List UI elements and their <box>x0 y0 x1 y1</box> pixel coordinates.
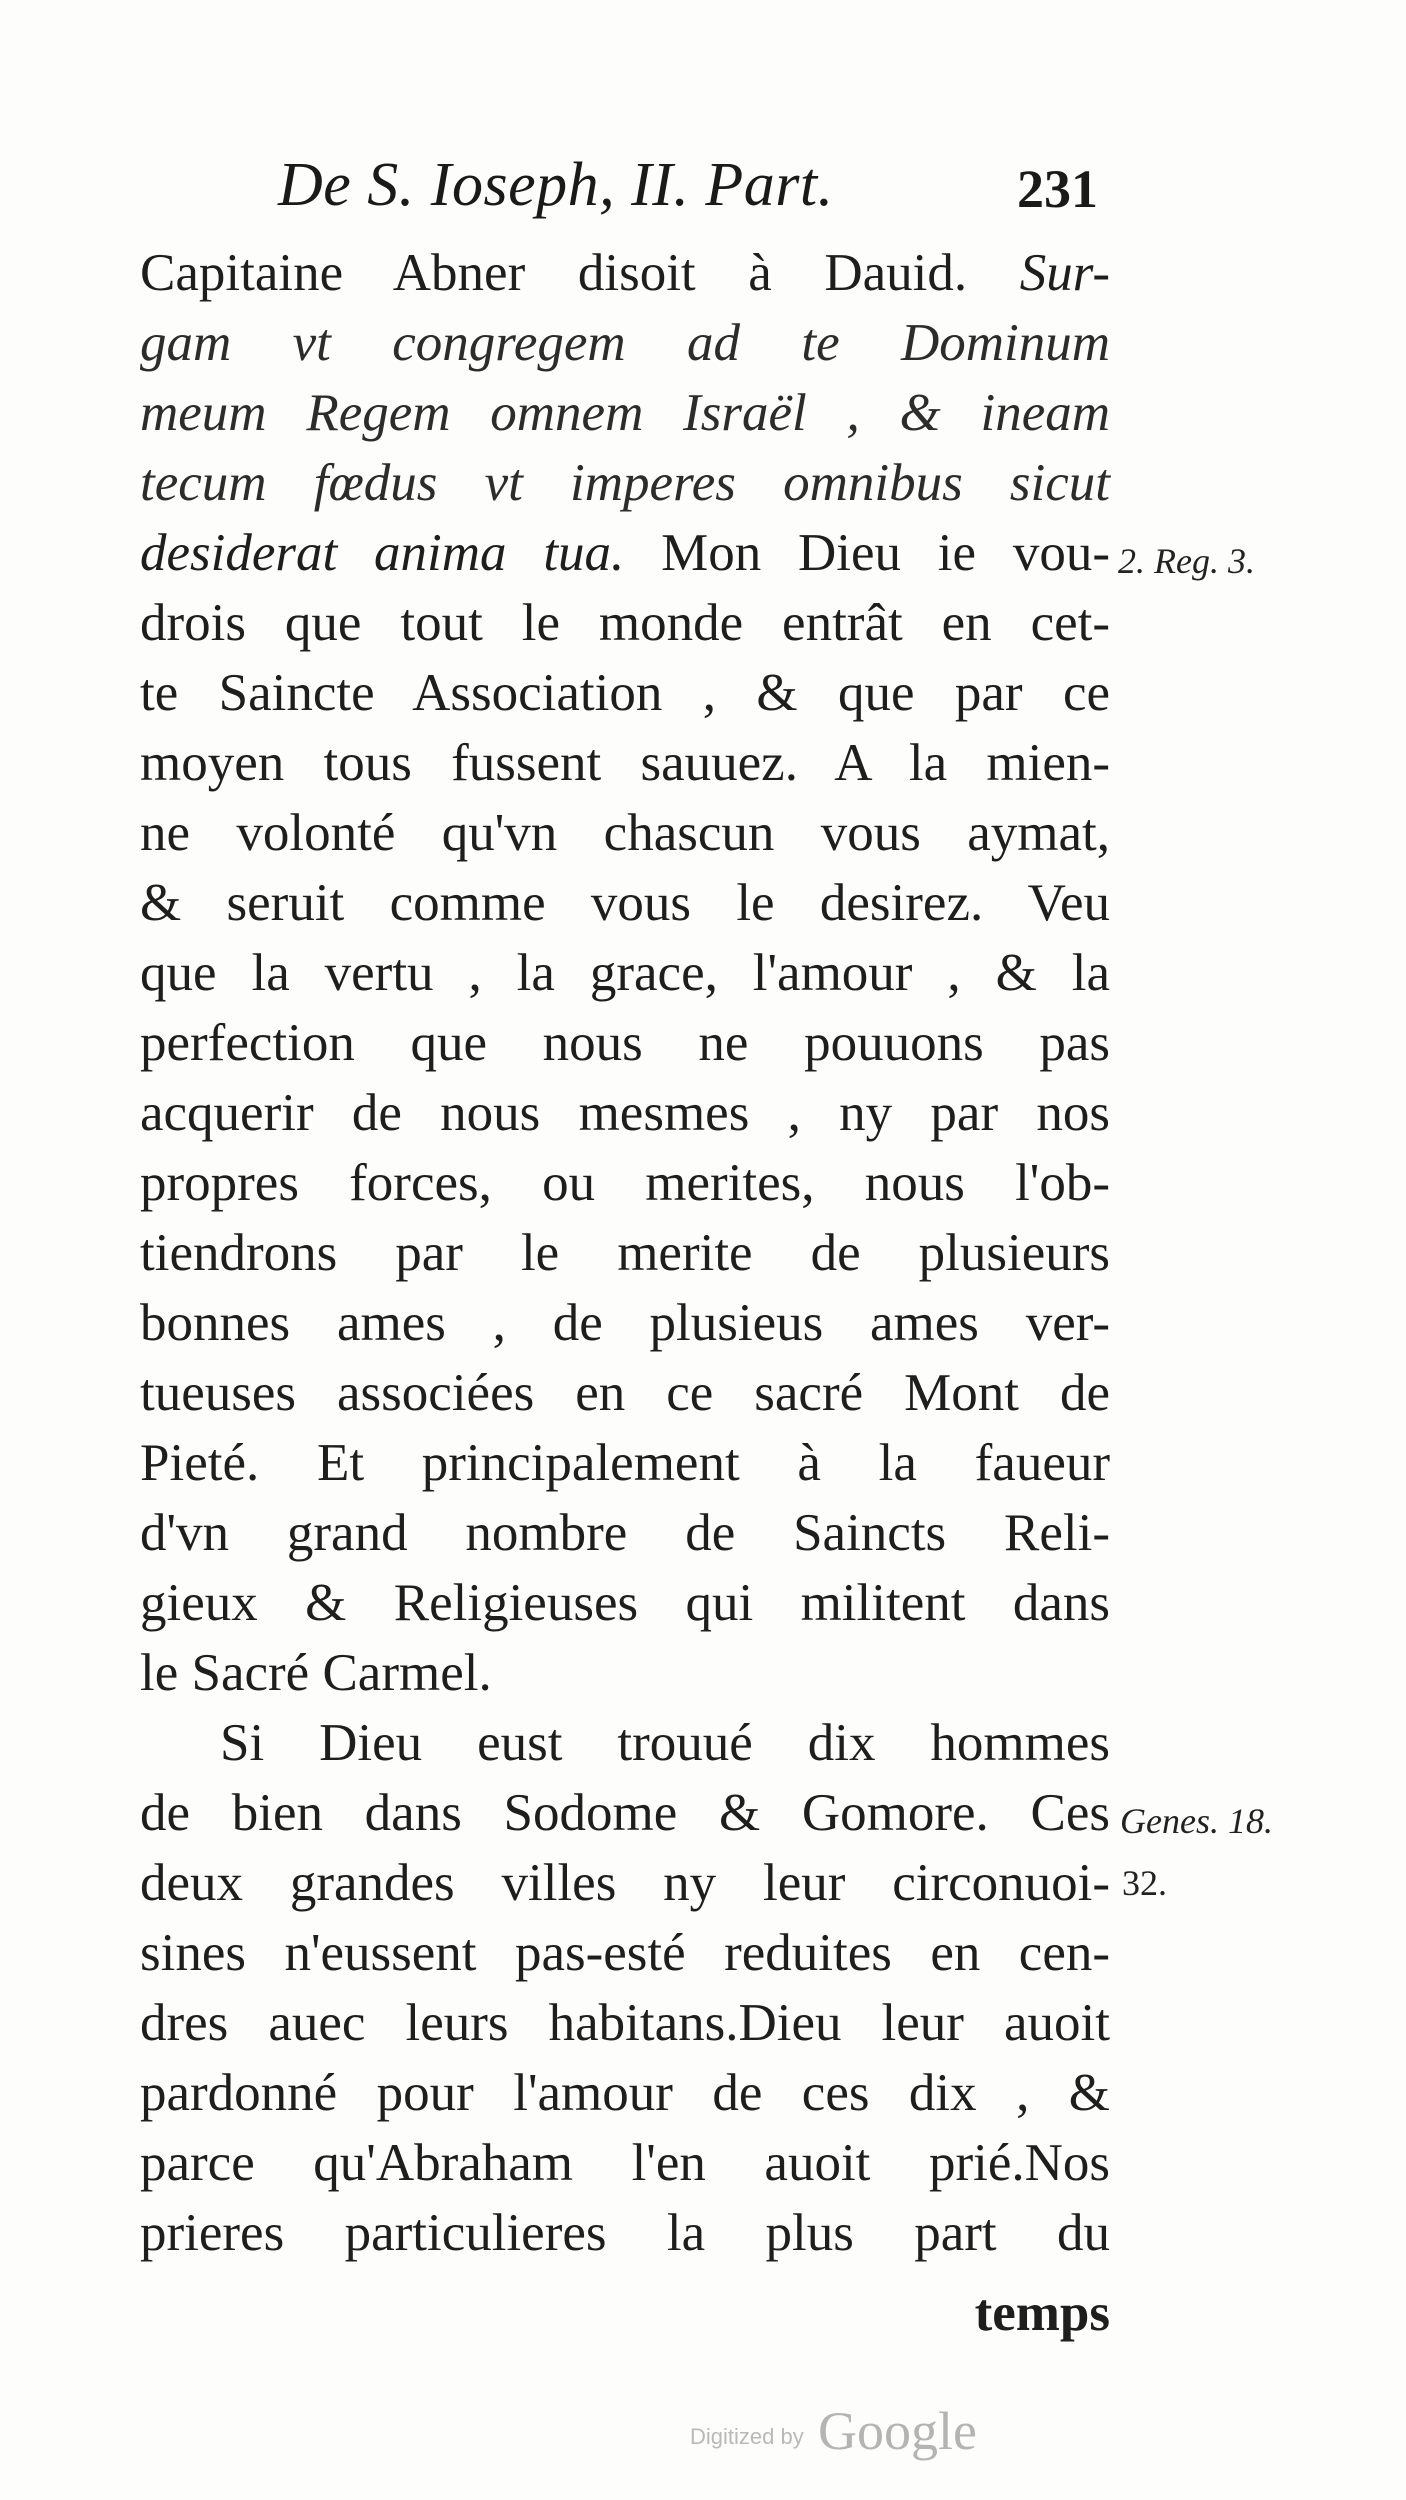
text-line <box>140 2128 1110 2198</box>
text-line <box>140 1148 1110 1218</box>
running-head <box>278 150 1108 230</box>
text-line <box>140 1078 1110 1148</box>
text-roman: Si Dieu eust trouué dix hommes <box>220 1714 1110 1772</box>
text-roman: tiendrons par le merite de plusieurs <box>140 1224 1110 1282</box>
paragraph-first-line <box>220 1708 1110 1778</box>
text-line <box>140 2198 1110 2268</box>
text-roman: acquerir de nous mesmes , ny par nos <box>140 1084 1110 1142</box>
page-number: 231 <box>1017 159 1098 219</box>
latin-quote: meum Regem omnem Israël , & ineam <box>140 384 1110 442</box>
text-roman: de bien dans Sodome & Gomore. Ces <box>140 1784 1110 1842</box>
text-roman: que la vertu , la grace, l'amour , & la <box>140 944 1110 1002</box>
text-line <box>140 378 1110 448</box>
text-roman: Pieté. Et principalement à la faueur <box>140 1434 1110 1492</box>
text-line <box>140 1288 1110 1358</box>
text-roman: d'vn grand nombre de Saincts Reli- <box>140 1504 1110 1562</box>
catchword <box>140 2278 1110 2348</box>
digitized-by-label: Digitized by <box>690 2424 804 2449</box>
text-line <box>140 658 1110 728</box>
margin-note-reg: 2. Reg. 3. <box>1118 541 1255 581</box>
text-italic: Sur- <box>1019 244 1110 302</box>
latin-quote: gam vt congregem ad te Dominum <box>140 314 1110 372</box>
text-roman: propres forces, ou merites, nous l'ob- <box>140 1154 1110 1212</box>
text-roman: & seruit comme vous le desirez. Veu <box>140 874 1110 932</box>
text-line <box>140 1218 1110 1288</box>
text-line <box>140 308 1110 378</box>
latin-quote: desiderat anima tua. <box>140 524 625 582</box>
text-roman: gieux & Religieuses qui militent dans <box>140 1574 1110 1632</box>
text-line <box>140 1918 1110 1988</box>
text-line <box>140 868 1110 938</box>
text-roman: tueuses associées en ce sacré Mont de <box>140 1364 1110 1422</box>
text-line <box>140 938 1110 1008</box>
text-line <box>140 1008 1110 1078</box>
margin-note-genes-verse: 32. <box>1122 1863 1167 1903</box>
text-line <box>140 1568 1110 1638</box>
text-roman: moyen tous fussent sauuez. A la mien- <box>140 734 1110 792</box>
text-line <box>140 2058 1110 2128</box>
text-line <box>140 1848 1110 1918</box>
text-line <box>140 1778 1110 1848</box>
text-roman: te Saincte Association , & que par ce <box>140 664 1110 722</box>
text-line <box>140 518 1110 588</box>
text-line <box>140 1358 1110 1428</box>
catchword-text: temps <box>974 2284 1110 2342</box>
text-line <box>140 798 1110 868</box>
running-title: De S. Ioseph, II. Part. <box>278 151 834 219</box>
text-roman: Mon Dieu ie vou- <box>624 524 1110 582</box>
text-line <box>140 588 1110 658</box>
text-roman: pardonné pour l'amour de ces dix , & <box>140 2064 1110 2122</box>
text-roman: sines n'eussent pas-esté reduites en cen- <box>140 1924 1110 1982</box>
text-line <box>140 448 1110 518</box>
text-line <box>140 1638 1110 1708</box>
text-roman: deux grandes villes ny leur circonuoi- <box>140 1854 1110 1912</box>
text-roman: ne volonté qu'vn chascun vous aymat, <box>140 804 1110 862</box>
text-line <box>140 1428 1110 1498</box>
text-roman: prieres particulieres la plus part du <box>140 2204 1110 2262</box>
text-line <box>140 728 1110 798</box>
text-roman: le Sacré Carmel. <box>140 1644 492 1702</box>
text-line <box>140 1988 1110 2058</box>
text-roman: drois que tout le monde entrât en cet- <box>140 594 1110 652</box>
text-roman: dres auec leurs habitans.Dieu leur auoit <box>140 1994 1110 2052</box>
body-text <box>140 238 1110 2342</box>
text-roman: parce qu'Abraham l'en auoit prié.Nos <box>140 2134 1110 2192</box>
text-roman: bonnes ames , de plusieus ames ver- <box>140 1294 1110 1352</box>
text-roman: Capitaine Abner disoit à Dauid. <box>140 244 1020 302</box>
text-line <box>140 238 1110 308</box>
google-wordmark: Google <box>818 2401 977 2461</box>
text-roman: perfection que nous ne pouuons pas <box>140 1014 1110 1072</box>
latin-quote: tecum fœdus vt imperes omnibus sicut <box>140 454 1110 512</box>
margin-note-genes: Genes. 18. <box>1120 1801 1273 1841</box>
text-line <box>140 1498 1110 1568</box>
digitized-watermark <box>690 2400 1010 2460</box>
